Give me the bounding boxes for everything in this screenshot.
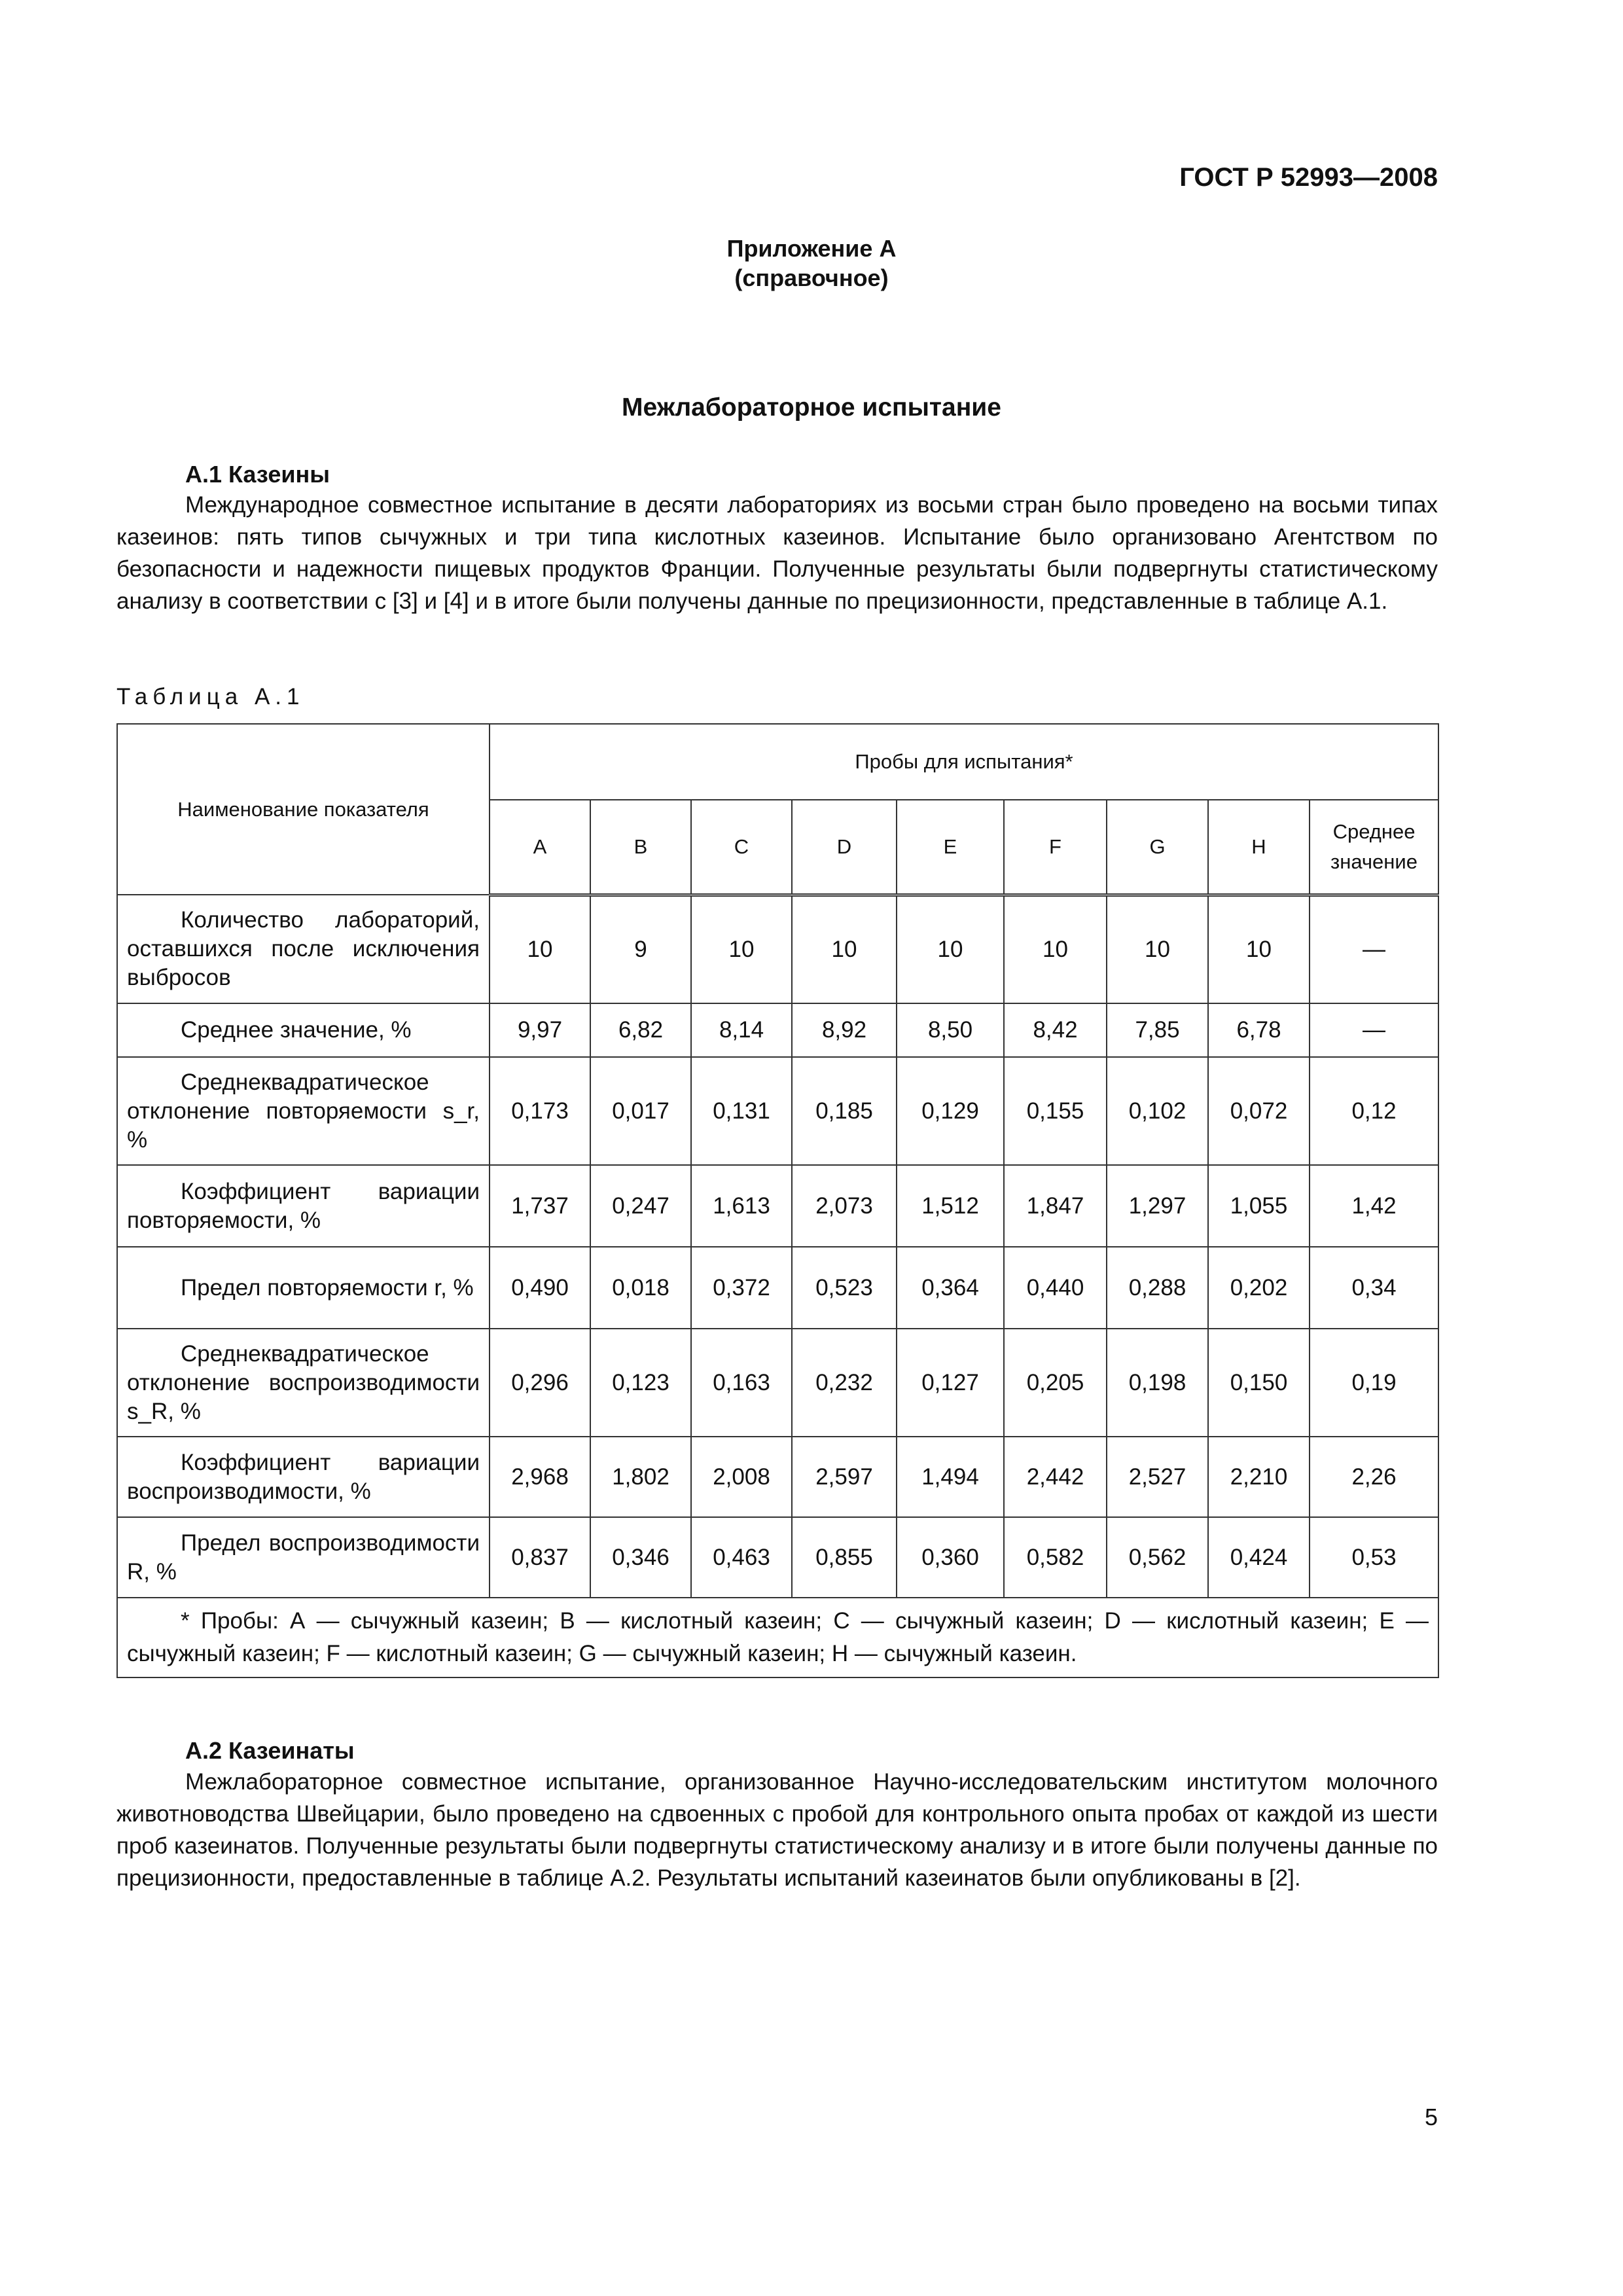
section-a2-paragraph: Межлабораторное совместное испытание, организованное Научно-исследовательским институтом молочного животноводства Швейцарии, было проведено на сдвоенных с пробой для контрольного опыта пробах от каждой из шести проб казеинатов. Полученные результаты были подвергнуты статистическому анализу и в итоге были получены данные по прецизионности, предоставленные в таблице А.2. Результаты испытаний казеинатов были опубликованы в [2]. [116,1769,1438,1891]
row-sample-value: 0,155 [1004,1057,1107,1165]
row-indicator-name: Предел воспроизводимости R, % [117,1517,490,1598]
row-mean-value: — [1310,895,1438,1003]
row-mean-value: — [1310,1003,1438,1057]
row-sample-value: 0,202 [1208,1247,1310,1329]
row-sample-value: 0,129 [897,1057,1004,1165]
row-sample-value: 1,613 [691,1165,792,1247]
row-sample-value: 0,131 [691,1057,792,1165]
row-sample-value: 1,055 [1208,1165,1310,1247]
row-mean-value: 1,42 [1310,1165,1438,1247]
row-sample-value: 0,372 [691,1247,792,1329]
row-sample-value: 0,072 [1208,1057,1310,1165]
row-sample-value: 2,597 [792,1437,897,1517]
row-indicator-name: Количество лабораторий, оставшихся после исключения выбросов [117,895,490,1003]
main-title: Межлабораторное испытание [622,393,1001,422]
row-sample-value: 6,78 [1208,1003,1310,1057]
row-sample-value: 10 [490,895,590,1003]
row-sample-value: 0,150 [1208,1329,1310,1437]
row-sample-value: 1,737 [490,1165,590,1247]
row-sample-value: 0,198 [1107,1329,1208,1437]
row-sample-value: 2,968 [490,1437,590,1517]
row-mean-value: 2,26 [1310,1437,1438,1517]
table-row [117,1517,1438,1598]
row-mean-value: 0,12 [1310,1057,1438,1165]
row-sample-value: 0,247 [590,1165,691,1247]
header-sample: G [1107,800,1208,895]
row-sample-value: 0,173 [490,1057,590,1165]
row-sample-value: 0,440 [1004,1247,1107,1329]
row-sample-value: 10 [792,895,897,1003]
row-sample-value: 2,527 [1107,1437,1208,1517]
table-footnote-row [117,1598,1438,1677]
section-a1-heading: А.1 Казеины [185,461,330,488]
header-sample: H [1208,800,1310,895]
row-sample-value: 10 [691,895,792,1003]
table-row [117,895,1438,1003]
row-sample-value: 0,364 [897,1247,1004,1329]
row-sample-value: 0,523 [792,1247,897,1329]
row-sample-value: 10 [1208,895,1310,1003]
row-indicator-name: Предел повторяемости r, % [117,1247,490,1329]
row-sample-value: 0,163 [691,1329,792,1437]
row-sample-value: 8,42 [1004,1003,1107,1057]
row-sample-value: 0,185 [792,1057,897,1165]
row-sample-value: 0,102 [1107,1057,1208,1165]
row-sample-value: 0,346 [590,1517,691,1598]
appendix-subtitle: (справочное) [734,264,889,291]
row-sample-value: 1,847 [1004,1165,1107,1247]
table-row [117,1057,1438,1165]
header-indicator-name: Наименование показателя [117,724,490,895]
header-sample: C [691,800,792,895]
document-number: ГОСТ Р 52993—2008 [1179,163,1438,192]
row-sample-value: 1,494 [897,1437,1004,1517]
row-sample-value: 0,018 [590,1247,691,1329]
row-sample-value: 0,424 [1208,1517,1310,1598]
precision-table [116,723,1439,1678]
row-sample-value: 0,123 [590,1329,691,1437]
row-sample-value: 9,97 [490,1003,590,1057]
row-sample-value: 10 [1004,895,1107,1003]
header-sample: D [792,800,897,895]
row-sample-value: 0,205 [1004,1329,1107,1437]
header-sample: B [590,800,691,895]
header-sample: A [490,800,590,895]
row-mean-value: 0,34 [1310,1247,1438,1329]
table-row [117,1437,1438,1517]
header-sample: F [1004,800,1107,895]
row-sample-value: 0,360 [897,1517,1004,1598]
row-sample-value: 0,490 [490,1247,590,1329]
row-sample-value: 10 [1107,895,1208,1003]
row-sample-value: 2,442 [1004,1437,1107,1517]
row-sample-value: 9 [590,895,691,1003]
row-sample-value: 8,14 [691,1003,792,1057]
table-row [117,1165,1438,1247]
row-sample-value: 0,855 [792,1517,897,1598]
row-mean-value: 0,19 [1310,1329,1438,1437]
row-sample-value: 0,837 [490,1517,590,1598]
header-mean: Среднее значение [1310,800,1438,895]
appendix-title: Приложение А [726,235,897,262]
row-indicator-name: Коэффициент вариации воспроизводимости, % [117,1437,490,1517]
section-a2-heading: А.2 Казеинаты [185,1737,355,1764]
row-sample-value: 6,82 [590,1003,691,1057]
row-sample-value: 2,073 [792,1165,897,1247]
section-a1-paragraph: Международное совместное испытание в десяти лабораториях из восьми стран было проведено на восьми типах казеинов: пять типов сычужных и три типа кислотных казеинов. Испытание было организовано Агентством по безопасности и надежности пищевых продуктов Франции. Полученные результаты были подвергнуты статистическому анализу в соответствии с [3] и [4] и в итоге были получены данные по прецизионности, представленные в таблице А.1. [116,492,1438,614]
row-sample-value: 0,562 [1107,1517,1208,1598]
row-sample-value: 1,512 [897,1165,1004,1247]
row-sample-value: 0,582 [1004,1517,1107,1598]
row-sample-value: 1,802 [590,1437,691,1517]
row-indicator-name: Среднеквадратическое отклонение повторяемости s_r, % [117,1057,490,1165]
row-sample-value: 7,85 [1107,1003,1208,1057]
row-sample-value: 0,463 [691,1517,792,1598]
row-sample-value: 0,288 [1107,1247,1208,1329]
row-sample-value: 8,50 [897,1003,1004,1057]
row-sample-value: 1,297 [1107,1165,1208,1247]
row-sample-value: 0,232 [792,1329,897,1437]
row-sample-value: 0,127 [897,1329,1004,1437]
row-sample-value: 0,017 [590,1057,691,1165]
row-indicator-name: Коэффициент вариации повторяемости, % [117,1165,490,1247]
table-body [117,895,1438,1677]
row-mean-value: 0,53 [1310,1517,1438,1598]
table-footnote: * Пробы: А — сычужный казеин; В — кислотный казеин; С — сычужный казеин; D — кислотный казеин; Е — сычужный казеин; F — кислотный казеин; G — сычужный казеин; Н — сычужный казеин. [117,1598,1438,1677]
header-samples-group: Пробы для испытания* [490,724,1438,800]
row-indicator-name: Среднее значение, % [117,1003,490,1057]
page-number: 5 [1424,2104,1438,2130]
row-sample-value: 2,008 [691,1437,792,1517]
table-caption: Таблица А.1 [116,684,305,709]
row-indicator-name: Среднеквадратическое отклонение воспроизводимости s_R, % [117,1329,490,1437]
row-sample-value: 10 [897,895,1004,1003]
row-sample-value: 2,210 [1208,1437,1310,1517]
table-row [117,1329,1438,1437]
table-row [117,1003,1438,1057]
header-sample: E [897,800,1004,895]
table-row [117,1247,1438,1329]
row-sample-value: 0,296 [490,1329,590,1437]
row-sample-value: 8,92 [792,1003,897,1057]
